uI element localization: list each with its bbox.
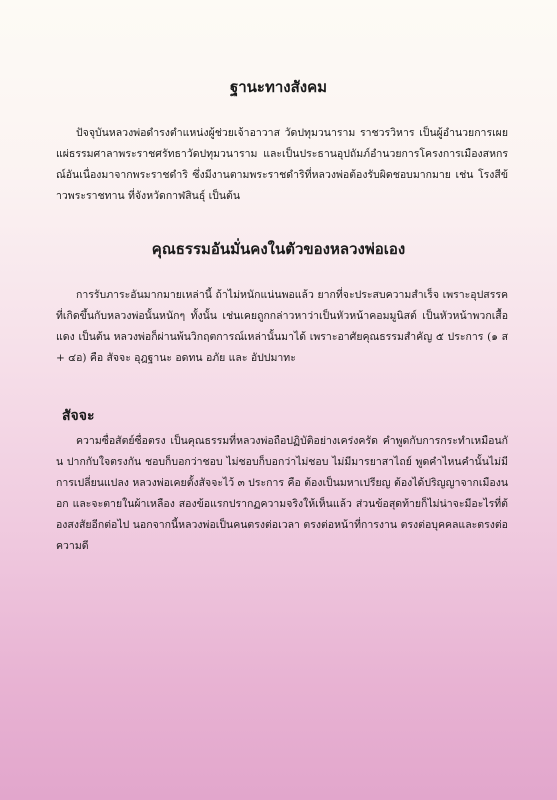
paragraph-social-status: ปัจจุบันหลวงพ่อดำรงตำแหน่งผู้ช่วยเจ้าอาวาส วัดปทุมวนาราม ราชวรวิหาร เป็นผู้อำนวยการเผยแผ่ธรรมศาลาพระราชศรัทธาวัดปทุมวนาราม และเป็นประธานอุปถัมภ์อำนวยการโครงการเมืองสหกรณ์อันเนื่องมาจากพระราชดำริ ซึ่งมีงานตามพระราชดำริที่หลวงพ่อต้องรับผิดชอบมากมาย เช่น โรงสีข้าวพระราชทาน ที่จังหวัดกาฬสินธุ์ เป็นต้น [56,127,508,202]
section-title-social-status: ฐานะทางสังคม [229,78,328,96]
section-title-virtues: คุณธรรมอันมั่นคงในตัวของหลวงพ่อเอง [151,240,406,258]
paragraph-sacca: ความซื่อสัตย์ซื่อตรง เป็นคุณธรรมที่หลวงพ่อถือปฏิบัติอย่างเคร่งครัด คำพูดกับการกระทำเหมือนกัน ปากกับใจตรงกัน ชอบก็บอกว่าชอบ ไม่ชอบก็บอกว่าไม่ชอบ ไม่มีมารยาสาไถย์ พูดคำไหนคำนั้นไม่มีการเปลี่ยนแปลง หลวงพ่อเคยตั้งสัจจะไว้ ๓ ประการ คือ ต้องเป็นมหาเปรียญ ต้องได้ปริญญาจากเมืองนอก และจะตายในผ้าเหลือง สองข้อแรกปรากฏความจริงให้เห็นแล้ว ส่วนข้อสุดท้ายก็ไม่น่าจะมีอะไรที่ต้องสงสัยอีกต่อไป นอกจากนี้หลวงพ่อเป็นคนตรงต่อเวลา ตรงต่อหน้าที่การงาน ตรงต่อบุคคลและตรงต่อความดี [56,435,508,552]
subheading-sacca: สัจจะ [62,408,95,424]
paragraph-virtues: การรับภาระอันมากมายเหล่านี้ ถ้าไม่หนักแน่นพอแล้ว ยากที่จะประสบความสำเร็จ เพราะอุปสรรคที่เกิดขึ้นกับหลวงพ่อนั้นหนักๆ ทั้งนั้น เช่นเคยถูกกล่าวหาว่าเป็นหัวหน้าคอมมูนิสต์ เป็นหัวหน้าพวกเสื้อแดง เป็นต้น หลวงพ่อก็ผ่านพ้นวิกฤตการณ์เหล่านั้นมาได้ เพราะอาศัยคุณธรรมสำคัญ ๕ ประการ (๑ ส + ๔อ) คือ สัจจะ อุฎฐานะ อดทน อภัย และ อัปปมาทะ [56,289,508,364]
